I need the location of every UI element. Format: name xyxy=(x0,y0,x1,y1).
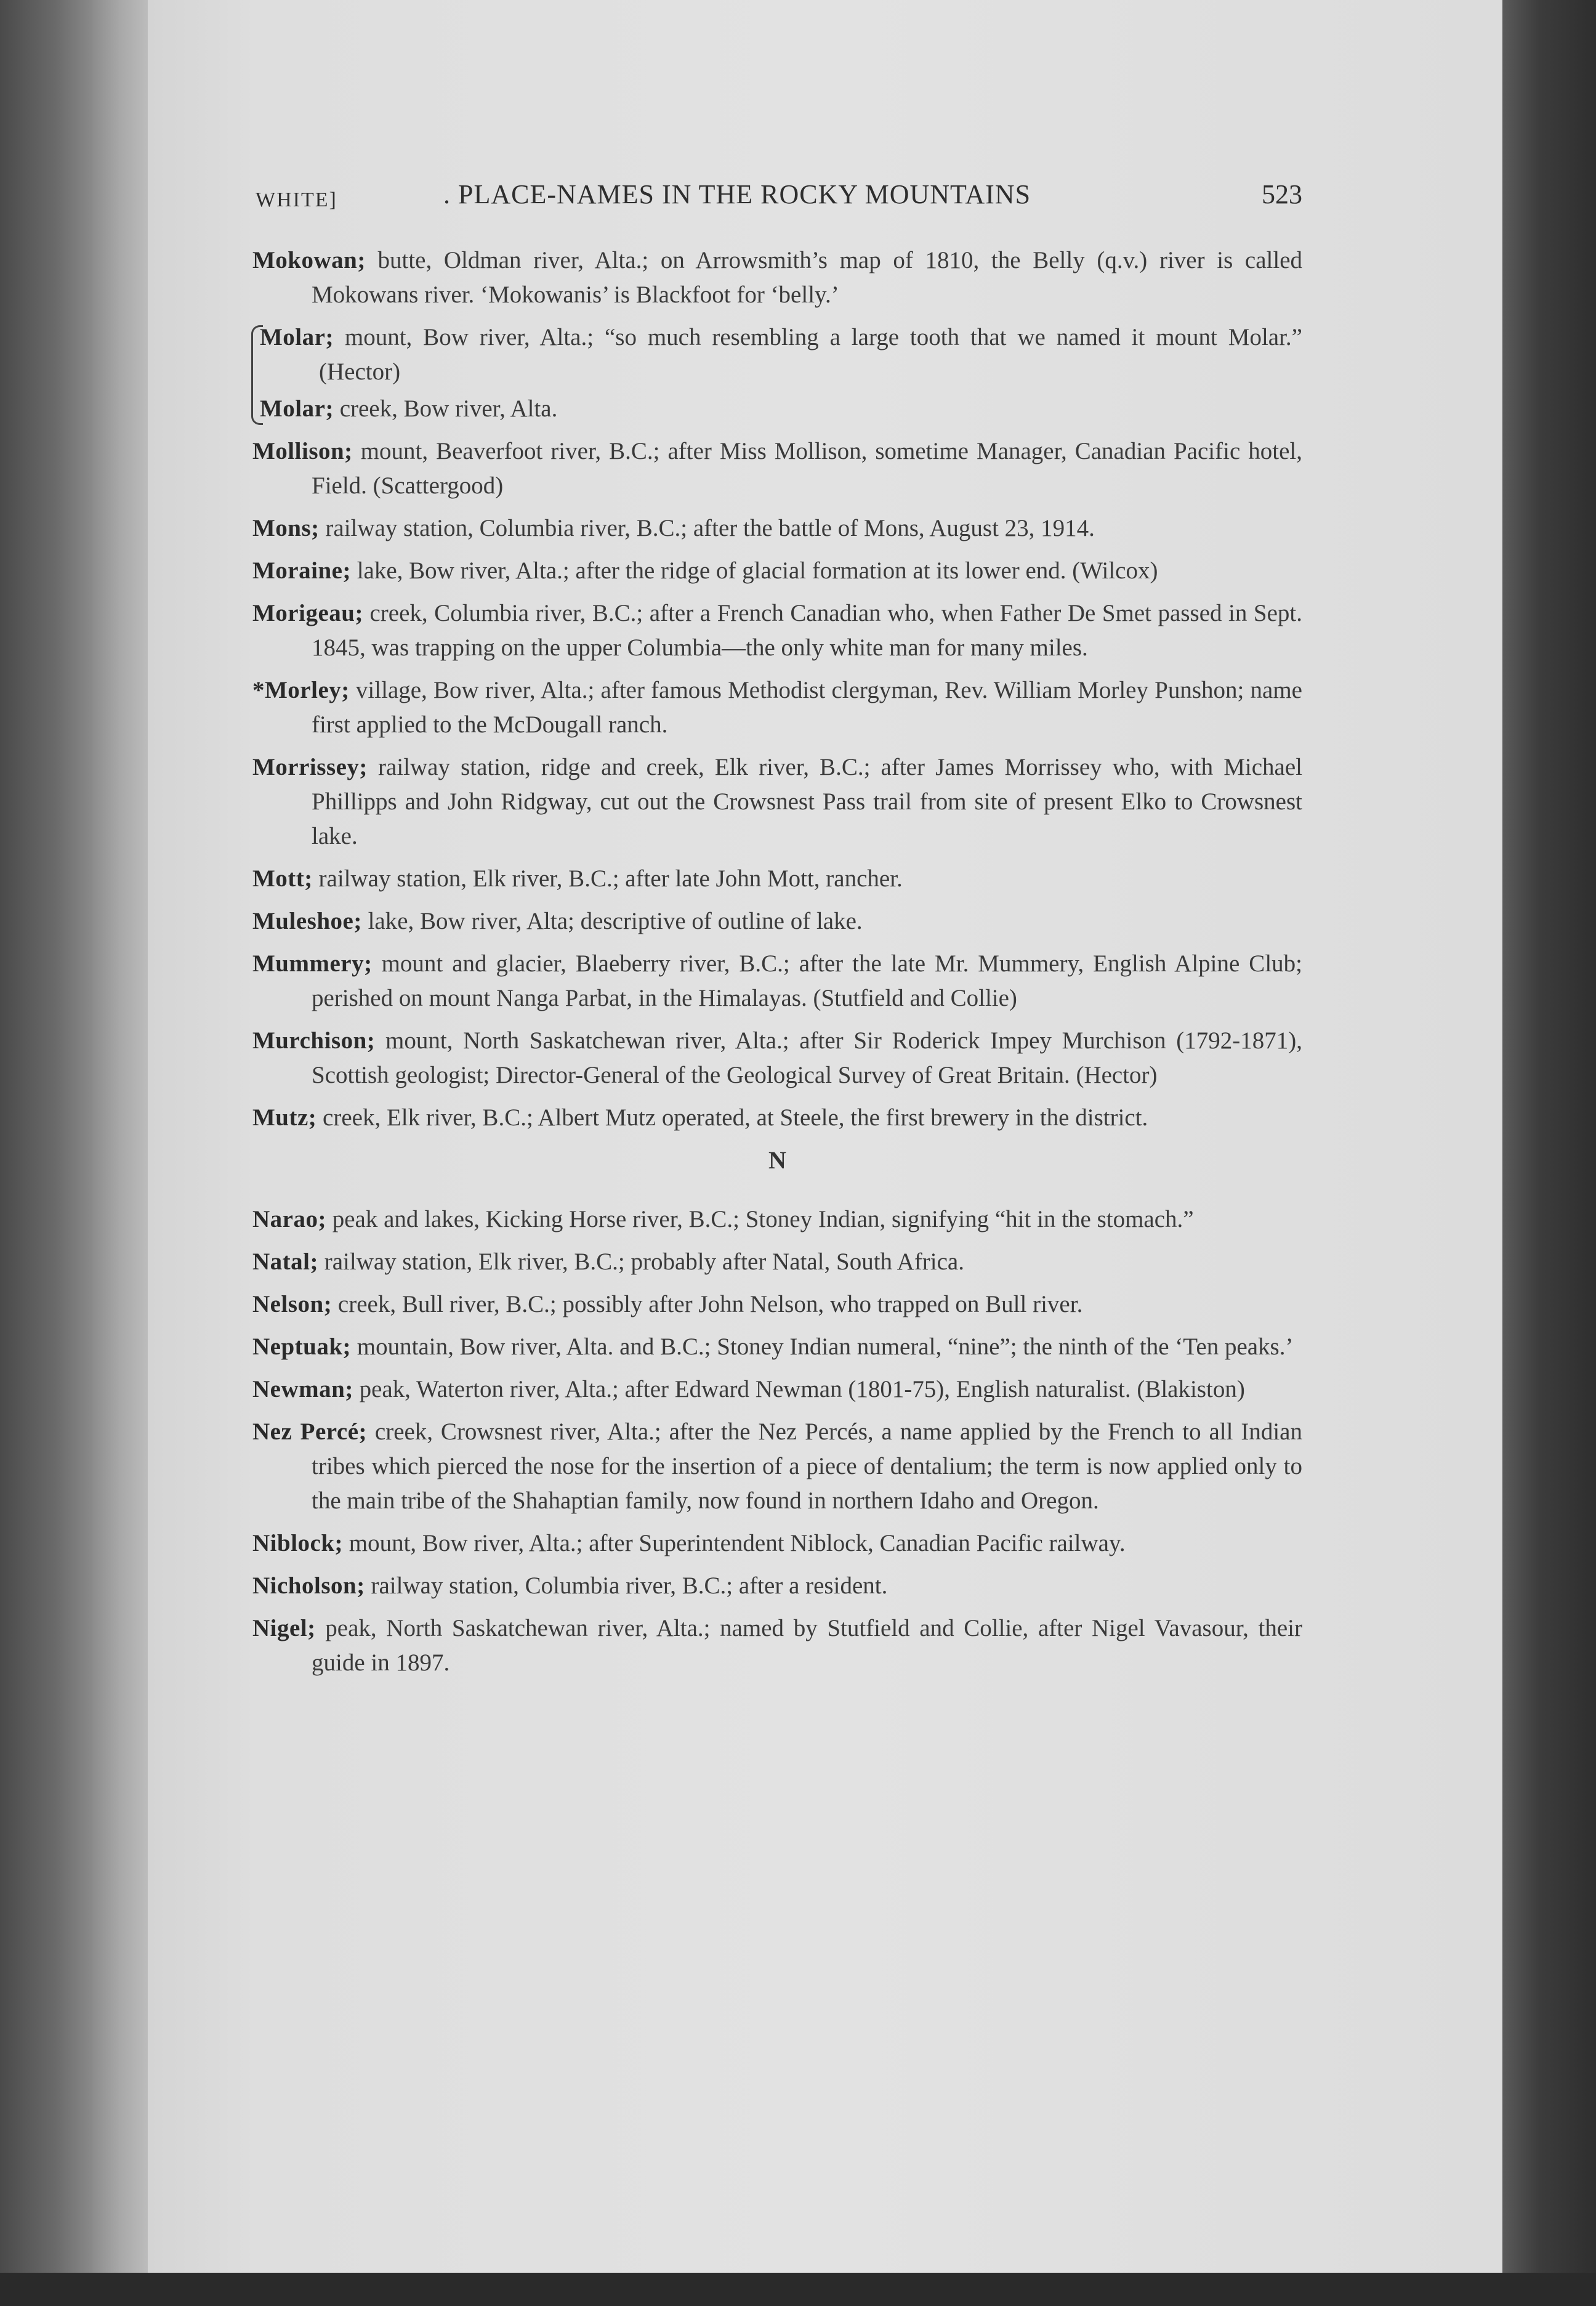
entry-text: lake, Bow river, Alta.; after the ridge of glacial formation at its lower end. (Wilcox) xyxy=(350,557,1158,584)
entry-text: peak, North Saskatchewan river, Alta.; named by Stutfield and Collie, after Nigel Vavasour, their guide in 1897. xyxy=(312,1615,1302,1676)
entry-text: mount, North Saskatchewan river, Alta.; after Sir Roderick Impey Murchison (1792-1871), Scottish geologist; Director-General of the Geological Survey of Great Britain. (Hector) xyxy=(312,1027,1302,1088)
entry-mummery xyxy=(252,947,1302,1016)
entry-text: railway station, Columbia river, B.C.; after the battle of Mons, August 23, 1914. xyxy=(319,515,1095,541)
molar-group xyxy=(252,320,1302,426)
entry-text: peak and lakes, Kicking Horse river, B.C.; Stoney Indian, signifying “hit in the stomach.” xyxy=(326,1206,1194,1232)
page-number: 523 xyxy=(1262,179,1302,209)
entry-term: Neptuak; xyxy=(252,1333,352,1360)
entry-text: creek, Crowsnest river, Alta.; after the Nez Percés, a name applied by the French to all Indian tribes which pierced the nose for the insertion of a piece of dentalium; the term is now applied only to the main tribe of the Shahaptian family, now found in northern Idaho and Oregon. xyxy=(312,1418,1302,1514)
scanner-background-bottom xyxy=(0,2273,1596,2306)
entry-text: mount, Bow river, Alta.; “so much resembling a large tooth that we named it mount Molar.” (Hector) xyxy=(319,324,1302,385)
scanner-background-left xyxy=(0,0,92,2306)
scanner-background-right xyxy=(1502,0,1596,2306)
entry-mollison xyxy=(252,434,1302,503)
entry-term: Mutz; xyxy=(252,1104,317,1131)
entry-text: mountain, Bow river, Alta. and B.C.; Stoney Indian numeral, “nine”; the ninth of the ‘Ten peaks.’ xyxy=(351,1333,1294,1360)
entry-term: *Morley; xyxy=(252,677,350,703)
entry-term: Nigel; xyxy=(252,1615,316,1641)
entry-natal xyxy=(252,1245,1302,1279)
entry-text: creek, Elk river, B.C.; Albert Mutz operated, at Steele, the first brewery in the district. xyxy=(316,1104,1148,1131)
entry-term: Mokowan; xyxy=(252,247,366,273)
entry-nicholson xyxy=(252,1569,1302,1603)
section-heading-n: N xyxy=(768,1146,786,1174)
entry-text: railway station, Elk river, B.C.; probably after Natal, South Africa. xyxy=(318,1248,964,1275)
entry-term: Nez Percé; xyxy=(252,1418,368,1445)
entry-text: lake, Bow river, Alta; descriptive of outline of lake. xyxy=(361,908,863,934)
entry-text: creek, Bull river, B.C.; possibly after John Nelson, who trapped on Bull river. xyxy=(332,1291,1083,1317)
entry-niblock xyxy=(252,1526,1302,1561)
entry-text: creek, Bow river, Alta. xyxy=(333,395,558,422)
entry-text: village, Bow river, Alta.; after famous Methodist clergyman, Rev. William Morley Punshon; name first applied to the McDougall ranch. xyxy=(312,677,1302,738)
entry-term: Mott; xyxy=(252,865,313,892)
running-head-author: WHITE] xyxy=(256,188,337,211)
entry-morley xyxy=(252,673,1302,742)
entry-term: Morigeau; xyxy=(252,600,363,626)
entry-murchison xyxy=(252,1024,1302,1093)
entry-term: Muleshoe; xyxy=(252,908,362,934)
entry-molar-mount xyxy=(260,320,1302,389)
entry-term: Natal; xyxy=(252,1248,318,1275)
entry-term: Mollison; xyxy=(252,438,353,464)
entry-term: Narao; xyxy=(252,1206,326,1232)
entry-nelson xyxy=(252,1287,1302,1322)
entry-moraine xyxy=(252,554,1302,588)
entry-text: mount, Beaverfoot river, B.C.; after Miss Mollison, sometime Manager, Canadian Pacific hotel, Field. (Scattergood) xyxy=(312,438,1302,499)
entry-term: Mummery; xyxy=(252,950,373,977)
entry-term: Newman; xyxy=(252,1376,353,1402)
entry-term: Moraine; xyxy=(252,557,351,584)
entry-molar-creek xyxy=(260,392,1302,426)
entry-term: Morrissey; xyxy=(252,754,368,780)
entry-text: butte, Oldman river, Alta.; on Arrowsmith’s map of 1810, the Belly (q.v.) river is called Mokowans river. ‘Mokowanis’ is Blackfoot for ‘belly.’ xyxy=(312,247,1302,308)
entry-term: Nicholson; xyxy=(252,1572,365,1599)
entry-term: Molar; xyxy=(260,395,334,422)
entry-term: Mons; xyxy=(252,515,320,541)
running-header xyxy=(256,179,1302,216)
entry-text: peak, Waterton river, Alta.; after Edward Newman (1801-75), English naturalist. (Blakiston) xyxy=(353,1376,1245,1402)
entry-newman xyxy=(252,1372,1302,1407)
entry-term: Molar; xyxy=(260,324,334,350)
entry-nigel xyxy=(252,1611,1302,1680)
entry-term: Nelson; xyxy=(252,1291,332,1317)
entry-mutz xyxy=(252,1101,1302,1135)
entry-mokowan xyxy=(252,243,1302,312)
book-spine-edge xyxy=(92,0,148,2306)
entry-text: railway station, ridge and creek, Elk river, B.C.; after James Morrissey who, with Michael Phillipps and John Ridgway, cut out the Crowsnest Pass trail from site of present Elko to Crowsnest lake. xyxy=(312,754,1302,849)
entry-nez-perce xyxy=(252,1415,1302,1518)
entry-term: Niblock; xyxy=(252,1530,344,1556)
entry-text: mount, Bow river, Alta.; after Superintendent Niblock, Canadian Pacific railway. xyxy=(343,1530,1126,1556)
gazetteer-body xyxy=(252,243,1302,1688)
page-title: . PLACE-NAMES IN THE ROCKY MOUNTAINS xyxy=(443,179,1031,209)
entry-mons xyxy=(252,511,1302,546)
entry-text: creek, Columbia river, B.C.; after a French Canadian who, when Father De Smet passed in Sept. 1845, was trapping on the upper Columbia—the only white man for many miles. xyxy=(312,600,1302,661)
entry-mott xyxy=(252,862,1302,896)
entry-text: railway station, Columbia river, B.C.; after a resident. xyxy=(365,1572,888,1599)
entry-narao xyxy=(252,1202,1302,1237)
entry-text: railway station, Elk river, B.C.; after late John Mott, rancher. xyxy=(312,865,903,892)
entry-term: Murchison; xyxy=(252,1027,376,1054)
entry-morrissey xyxy=(252,750,1302,854)
entry-text: mount and glacier, Blaeberry river, B.C.; after the late Mr. Mummery, English Alpine Club; perished on mount Nanga Parbat, in the Himalayas. (Stutfield and Collie) xyxy=(312,950,1302,1011)
entry-muleshoe xyxy=(252,904,1302,939)
entry-neptuak xyxy=(252,1330,1302,1364)
entry-morigeau xyxy=(252,596,1302,665)
